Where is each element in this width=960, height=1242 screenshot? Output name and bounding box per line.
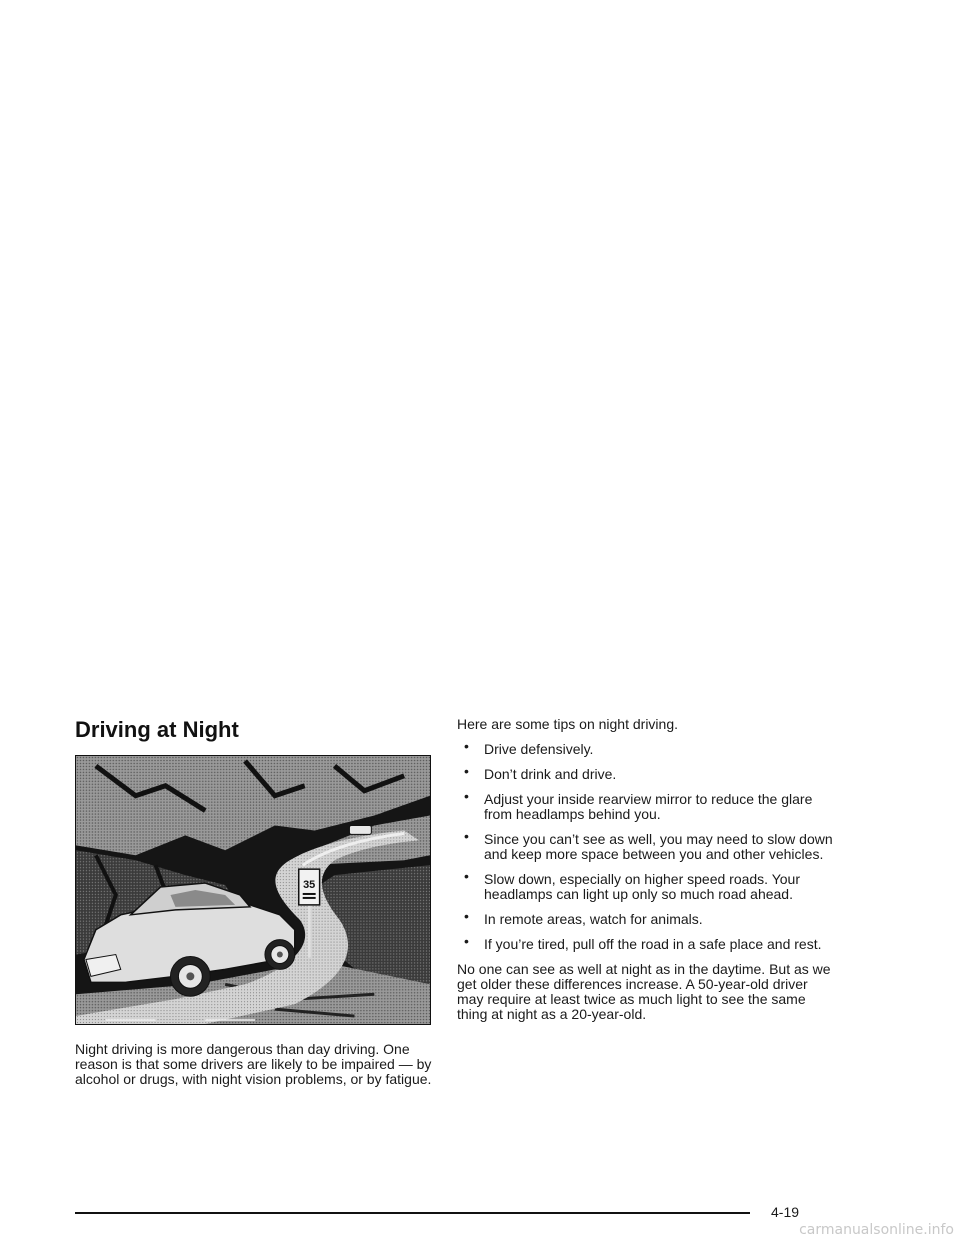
- tips-closing-paragraph: No one can see as well at night as in the daytime. But as we get older these differences increase. A 50-year-old driver may require at least twice as much light to see the same thing at night as a 20-year-old.: [457, 961, 831, 1022]
- list-item: [457, 868, 837, 902]
- tips-list: [457, 738, 837, 952]
- bullet-icon: •: [464, 763, 469, 779]
- right-column: [457, 717, 837, 1022]
- bullet-icon: •: [464, 828, 469, 844]
- list-item: [457, 738, 837, 757]
- bullet-icon: •: [464, 868, 469, 884]
- list-item: [457, 908, 837, 927]
- tip-text: Slow down, especially on higher speed roads. Your headlamps can light up only so much road ahead.: [484, 871, 800, 902]
- list-item: [457, 763, 837, 782]
- night-driving-illustration: [75, 755, 431, 1025]
- watermark: carmanualsonline.info: [799, 1222, 954, 1238]
- tips-intro: Here are some tips on night driving.: [457, 716, 678, 732]
- tip-text: Drive defensively.: [484, 741, 594, 757]
- tip-text: Don’t drink and drive.: [484, 766, 617, 782]
- list-item: [457, 828, 837, 862]
- list-item: [457, 788, 837, 822]
- bullet-icon: •: [464, 933, 469, 949]
- tip-text: Since you can’t see as well, you may need to slow down and keep more space between you and other vehicles.: [484, 831, 833, 862]
- night-road-scene: [76, 756, 430, 1024]
- page-number: 4-19: [771, 1204, 800, 1220]
- bullet-icon: •: [464, 738, 469, 754]
- list-item: [457, 933, 837, 952]
- bullet-icon: •: [464, 908, 469, 924]
- section-title: Driving at Night: [75, 717, 239, 742]
- tip-text: In remote areas, watch for animals.: [484, 911, 703, 927]
- speed-sign-number: 35: [303, 879, 316, 892]
- footer-rule: [75, 1212, 750, 1214]
- left-column: [75, 716, 435, 1087]
- tip-text: Adjust your inside rearview mirror to reduce the glare from headlamps behind you.: [484, 791, 813, 822]
- tip-text: If you’re tired, pull off the road in a safe place and rest.: [484, 936, 822, 952]
- bullet-icon: •: [464, 788, 469, 804]
- night-driving-intro-paragraph: Night driving is more dangerous than day driving. One reason is that some drivers are likely to be impaired — by alcohol or drugs, with night vision problems, or by fatigue.: [75, 1041, 432, 1087]
